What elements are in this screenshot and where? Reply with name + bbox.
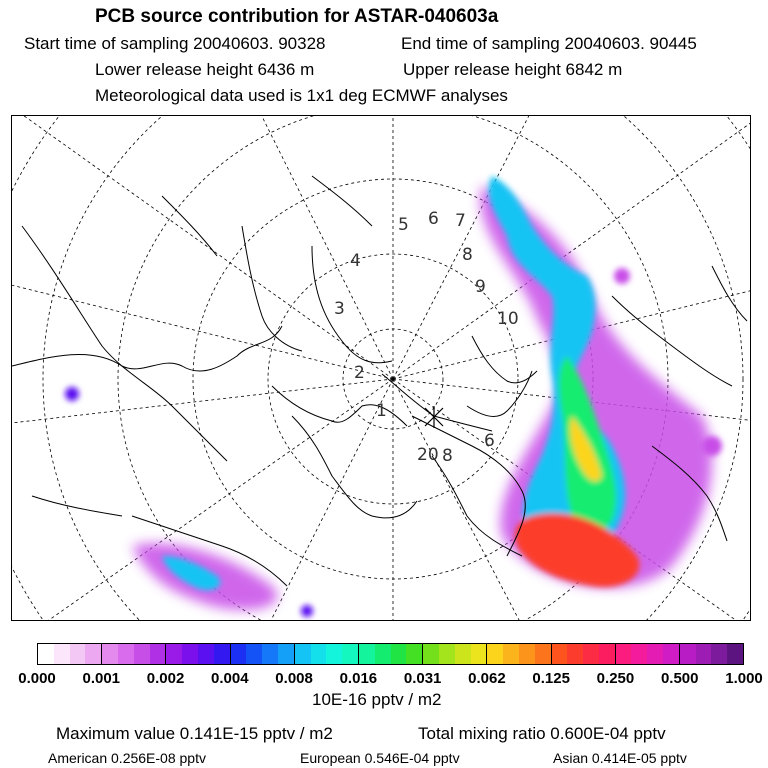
color-scale-segment: [487, 644, 503, 664]
color-scale-segment: [519, 644, 535, 664]
color-scale-segment: [166, 644, 182, 664]
color-scale-tick-label: 1.000: [725, 670, 763, 687]
color-scale-segment: [471, 644, 488, 664]
color-scale-tick-label: 0.250: [596, 670, 635, 687]
trajectory-label: 9: [475, 277, 486, 297]
color-scale-segment: [134, 644, 150, 664]
trajectory-label: 5: [398, 215, 409, 235]
asian-contribution: Asian 0.414E-05 pptv: [553, 750, 687, 766]
color-scale-segment: [214, 644, 231, 664]
color-scale-segment: [85, 644, 102, 664]
upper-release-height: Upper release height 6842 m: [403, 60, 623, 79]
color-scale-tick-label: 0.031: [403, 670, 442, 687]
sampling-start: Start time of sampling 20040603. 90328: [24, 34, 326, 53]
color-scale-segment: [118, 644, 134, 664]
color-scale-segment: [583, 644, 599, 664]
color-scale-segment: [696, 644, 712, 664]
trajectory-label: 4: [350, 251, 361, 271]
color-scale-segment: [70, 644, 86, 664]
color-scale-segment: [552, 644, 568, 664]
sampling-end: End time of sampling 20040603. 90445: [401, 34, 697, 53]
trajectory-label: 3: [334, 299, 345, 319]
color-scale-segment: [535, 644, 552, 664]
color-scale-segment: [150, 644, 167, 664]
color-scale-segment: [54, 644, 70, 664]
color-scale-segment: [246, 644, 262, 664]
color-scale-segment: [406, 644, 423, 664]
color-scale-tick-label: 0.125: [532, 670, 570, 687]
color-scale-segment: [311, 644, 327, 664]
color-scale-tick-label: 0.002: [146, 670, 185, 687]
total-mixing-ratio: Total mixing ratio 0.600E-04 pptv: [418, 724, 666, 743]
color-scale-segment: [423, 644, 439, 664]
european-contribution: European 0.546E-04 pptv: [300, 750, 460, 766]
color-scale-segment: [631, 644, 647, 664]
trajectory-label: 2: [354, 363, 365, 383]
color-scale-segment: [231, 644, 247, 664]
color-scale-segment: [102, 644, 118, 664]
trajectory-label: 7: [455, 211, 466, 231]
maximum-value: Maximum value 0.141E-15 pptv / m2: [56, 724, 333, 743]
color-scale-segment: [359, 644, 375, 664]
color-scale-segment: [375, 644, 391, 664]
color-scale-segment: [647, 644, 663, 664]
trajectory-label: 1: [376, 401, 387, 421]
lower-release-height: Lower release height 6436 m: [95, 60, 315, 79]
color-scale-segment: [503, 644, 519, 664]
trajectory-label: 6: [484, 431, 495, 451]
color-scale-segment: [262, 644, 278, 664]
color-scale-segment: [616, 644, 632, 664]
color-scale-tick-label: 0.500: [660, 670, 699, 687]
meteo-data-note: Meteorological data used is 1x1 deg ECMWF analyses: [95, 86, 508, 105]
color-scale-tick-label: 0.062: [468, 670, 506, 687]
trajectory-label: 8: [462, 245, 473, 265]
color-scale-segment: [727, 644, 743, 664]
color-scale-bar: [37, 643, 744, 665]
color-scale-tick-label: 0.004: [211, 670, 249, 687]
color-scale-segment: [439, 644, 455, 664]
american-contribution: American 0.256E-08 pptv: [48, 750, 206, 766]
color-scale-segment: [326, 644, 342, 664]
map-canvas: [12, 116, 751, 621]
trajectory-label: 10: [497, 309, 519, 329]
color-scale-segment: [278, 644, 295, 664]
plume-field: [65, 176, 722, 617]
color-scale-segment: [663, 644, 680, 664]
color-scale-segment: [599, 644, 616, 664]
color-scale-segment: [295, 644, 311, 664]
trajectory-labels: [334, 209, 519, 466]
trajectory-label: 8: [442, 446, 453, 466]
color-scale-segment: [680, 644, 696, 664]
polar-map: [11, 115, 751, 621]
color-scale-tick-label: 0.016: [339, 670, 378, 687]
color-scale-segment: [455, 644, 471, 664]
color-scale-segment: [38, 644, 54, 664]
color-scale-tick-label: 0.001: [82, 670, 121, 687]
color-scale-tick-label: 0.000: [18, 670, 56, 687]
map-title: PCB source contribution for ASTAR-040603a: [95, 6, 499, 27]
color-scale-segment: [391, 644, 407, 664]
color-scale-segment: [711, 644, 727, 664]
color-scale-segment: [182, 644, 198, 664]
trajectory-label: 20: [417, 445, 439, 465]
release-point-icon: [425, 406, 443, 428]
color-scale-segment: [567, 644, 583, 664]
color-scale-segment: [342, 644, 359, 664]
trajectory-label: 6: [428, 209, 439, 229]
color-scale-segment: [198, 644, 214, 664]
color-scale-tick-label: 0.008: [275, 670, 313, 687]
color-scale-unit: 10E-16 pptv / m2: [312, 690, 442, 709]
